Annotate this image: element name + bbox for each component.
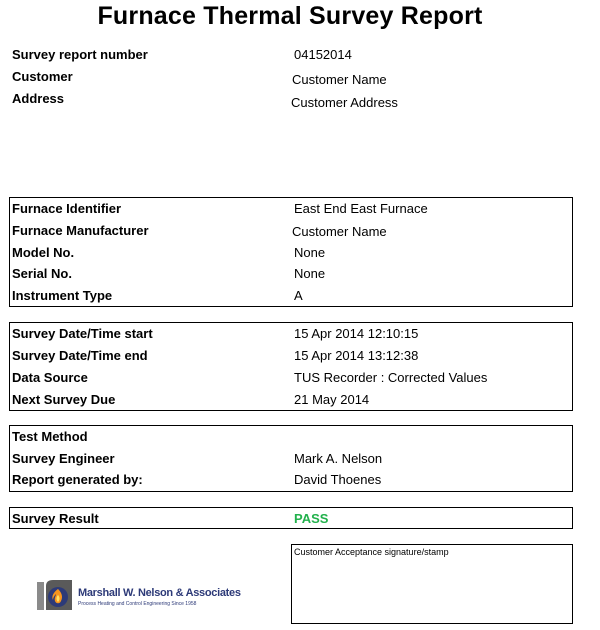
survey-engineer-label: Survey Engineer: [12, 451, 115, 466]
report-number-label: Survey report number: [12, 47, 148, 62]
customer-value: Customer Name: [292, 72, 387, 87]
survey-engineer-value: Mark A. Nelson: [294, 451, 383, 466]
model-number-value: None: [294, 245, 326, 260]
survey-start-label: Survey Date/Time start: [12, 326, 153, 341]
next-survey-value: 21 May 2014: [294, 392, 370, 407]
signature-box[interactable]: [291, 544, 573, 624]
test-method-label: Test Method: [12, 429, 88, 444]
furnace-identifier-value: East End East Furnace: [294, 201, 428, 216]
report-generated-label: Report generated by:: [12, 472, 143, 487]
company-logo: [36, 578, 241, 612]
signature-label: Customer Acceptance signature/stamp: [294, 547, 449, 557]
furnace-identifier-label: Furnace Identifier: [12, 201, 122, 216]
next-survey-label: Next Survey Due: [12, 392, 116, 407]
company-tagline: Process Heating and Control Engineering Since 1958: [78, 601, 197, 607]
survey-start-value: 15 Apr 2014 12:10:15: [294, 326, 419, 341]
customer-label: Customer: [12, 69, 73, 84]
survey-end-value: 15 Apr 2014 13:12:38: [294, 348, 419, 363]
report-title: Furnace Thermal Survey Report: [97, 2, 483, 30]
instrument-type-label: Instrument Type: [12, 288, 113, 303]
report-generated-value: David Thoenes: [294, 472, 382, 487]
survey-result-label: Survey Result: [12, 511, 99, 526]
address-value: Customer Address: [291, 95, 398, 110]
data-source-value: TUS Recorder : Corrected Values: [294, 370, 488, 385]
flame-icon: [36, 578, 74, 612]
data-source-label: Data Source: [12, 370, 88, 385]
instrument-type-value: A: [294, 288, 303, 303]
company-name: Marshall W. Nelson & Associates: [78, 587, 241, 599]
address-label: Address: [12, 91, 65, 106]
model-number-label: Model No.: [12, 245, 75, 260]
report-number-value: 04152014: [294, 47, 352, 62]
furnace-manufacturer-value: Customer Name: [292, 224, 387, 239]
serial-number-label: Serial No.: [12, 266, 72, 281]
furnace-manufacturer-label: Furnace Manufacturer: [12, 223, 149, 238]
serial-number-value: None: [294, 266, 326, 281]
survey-result-status: PASS: [294, 511, 329, 526]
survey-end-label: Survey Date/Time end: [12, 348, 148, 363]
